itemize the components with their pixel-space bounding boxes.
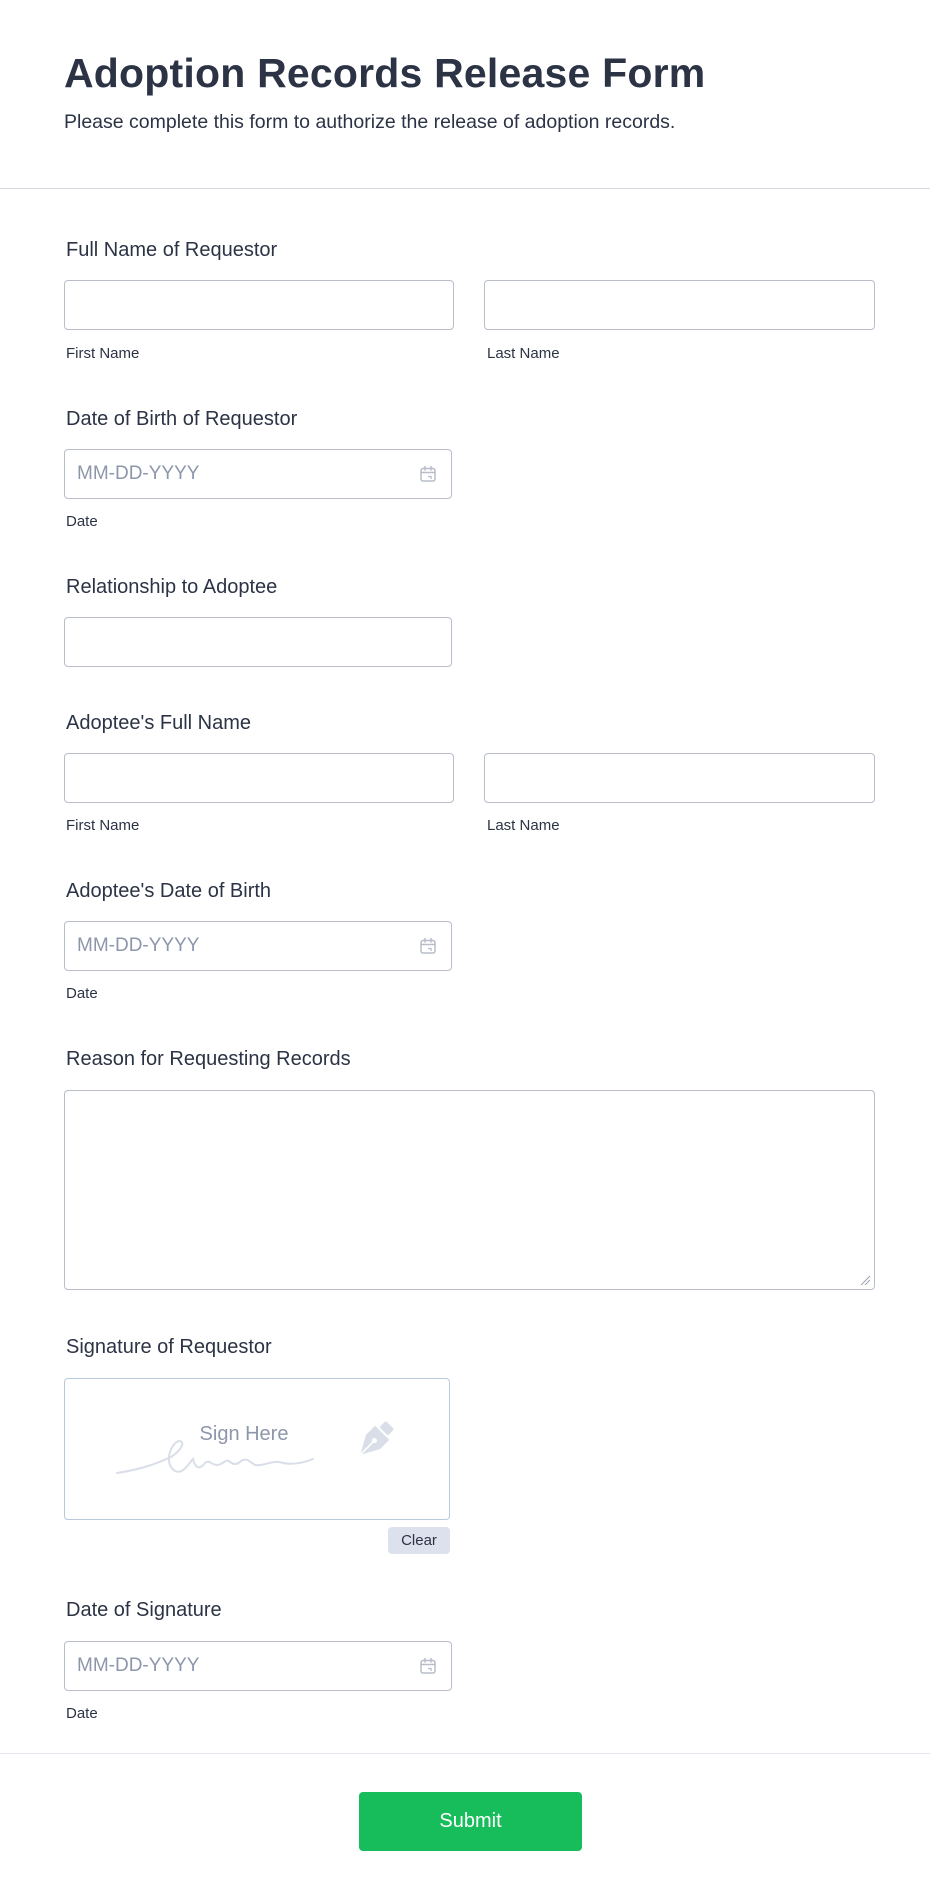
calendar-icon[interactable] <box>419 937 437 955</box>
adoptee-last-name-input[interactable] <box>484 753 875 803</box>
reason-textarea[interactable] <box>64 1090 875 1290</box>
adoptee-dob-label: Adoptee's Date of Birth <box>66 880 272 902</box>
signature-date-input[interactable] <box>64 1641 452 1691</box>
signature-scribble <box>113 1419 353 1479</box>
adoptee-first-name-sublabel: First Name <box>66 817 140 834</box>
requestor-dob-input[interactable] <box>64 449 452 499</box>
adoptee-dob-sublabel: Date <box>66 985 98 1002</box>
adoptee-first-name-input[interactable] <box>64 753 454 803</box>
signature-pad[interactable] <box>64 1378 450 1520</box>
calendar-icon[interactable] <box>419 465 437 483</box>
signature-date-sublabel: Date <box>66 1705 98 1722</box>
requestor-first-name-input[interactable] <box>64 280 454 330</box>
requestor-last-name-sublabel: Last Name <box>487 345 560 362</box>
calendar-icon[interactable] <box>419 1657 437 1675</box>
requestor-name-label: Full Name of Requestor <box>66 239 278 261</box>
resize-grip-icon[interactable] <box>859 1274 871 1286</box>
reason-label: Reason for Requesting Records <box>66 1048 351 1070</box>
adoptee-last-name-sublabel: Last Name <box>487 817 560 834</box>
form-subtitle: Please complete this form to authorize the release of adoption records. <box>64 111 676 133</box>
adoptee-dob-input[interactable] <box>64 921 452 971</box>
form-footer <box>0 1753 930 1900</box>
relationship-label: Relationship to Adoptee <box>66 576 278 598</box>
requestor-dob-label: Date of Birth of Requestor <box>66 408 298 430</box>
pen-nib-icon <box>350 1420 396 1464</box>
signature-label: Signature of Requestor <box>66 1336 272 1358</box>
signature-clear-button[interactable]: Clear <box>388 1527 450 1554</box>
signature-placeholder: Sign Here <box>199 1423 289 1445</box>
requestor-first-name-sublabel: First Name <box>66 345 140 362</box>
form-title: Adoption Records Release Form <box>64 50 706 96</box>
relationship-input[interactable] <box>64 617 452 667</box>
requestor-last-name-input[interactable] <box>484 280 875 330</box>
submit-button[interactable]: Submit <box>359 1792 582 1851</box>
form-header <box>0 0 930 189</box>
signature-date-label: Date of Signature <box>66 1599 222 1621</box>
adoptee-name-label: Adoptee's Full Name <box>66 712 252 734</box>
requestor-dob-sublabel: Date <box>66 513 98 530</box>
